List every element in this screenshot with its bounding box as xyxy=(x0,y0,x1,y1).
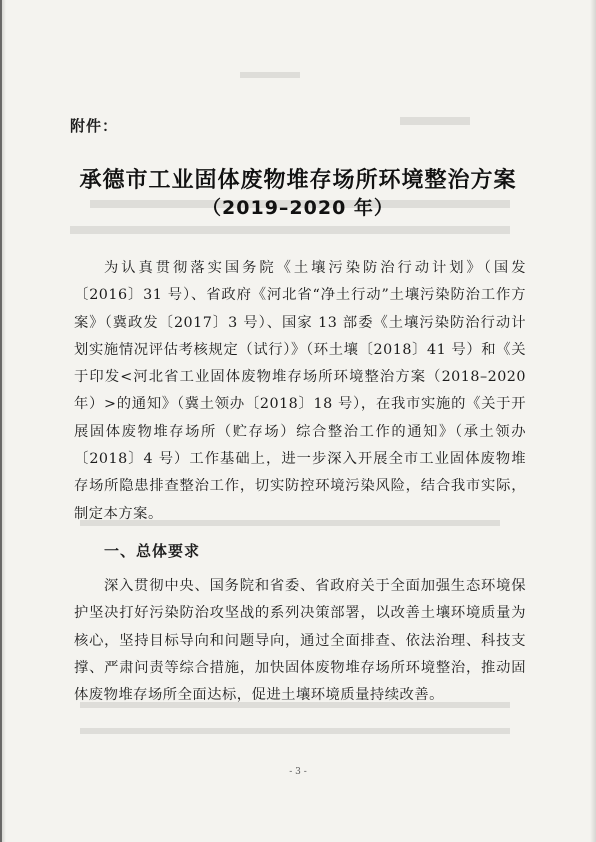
document-title-years: （2019–2020 年） xyxy=(202,197,394,219)
bleed-through xyxy=(70,226,510,234)
scan-shadow-right xyxy=(590,0,596,842)
intro-paragraph: 为认真贯彻落实国务院《土壤污染防治行动计划》（国发〔2016〕31 号）、省政府《河北省“净土行动”土壤污染防治工作方案》（冀政发〔2017〕3 号）、国家 13 部委《土壤污染防治行动计划实施情况评估考核规定（试行）》（环土壤〔2018〕41 号）和《关于印发<河北省工业固体废物堆存场所环境整治方案（2018–2020 年）>的通知》（冀土领办〔2018〕18 号），在我市实施的《关于开展固体废物堆存场所（贮存场）综合整治工作的通知》（承土领办〔2018〕4 号）工作基础上，进一步深入开展全市工业固体废物堆存场所隐患排查整治工作，切实防控环境污染风险，结合我市实际，制定本方案。 xyxy=(74,260,526,522)
section-heading: 一、总体要求 xyxy=(104,542,201,560)
scan-shadow-left xyxy=(0,0,6,842)
bleed-through xyxy=(400,117,470,125)
attachment-label: 附件： xyxy=(70,117,119,135)
page-number: - 3 - xyxy=(289,767,307,777)
bleed-through xyxy=(240,72,300,78)
document-title: 承德市工业固体废物堆存场所环境整治方案 xyxy=(79,168,517,193)
bleed-through xyxy=(80,728,510,734)
section-paragraph: 深入贯彻中央、国务院和省委、省政府关于全面加强生态环境保护坚决打好污染防治攻坚战的系列决策部署，以改善土壤环境质量为核心，坚持目标导向和问题导向，通过全面排查、依法治理、科技支撑、严肃问责等综合措施，加快固体废物堆存场所环境整治，推动固体废物堆存场所全面达标，促进土壤环境质量持续改善。 xyxy=(74,578,526,704)
